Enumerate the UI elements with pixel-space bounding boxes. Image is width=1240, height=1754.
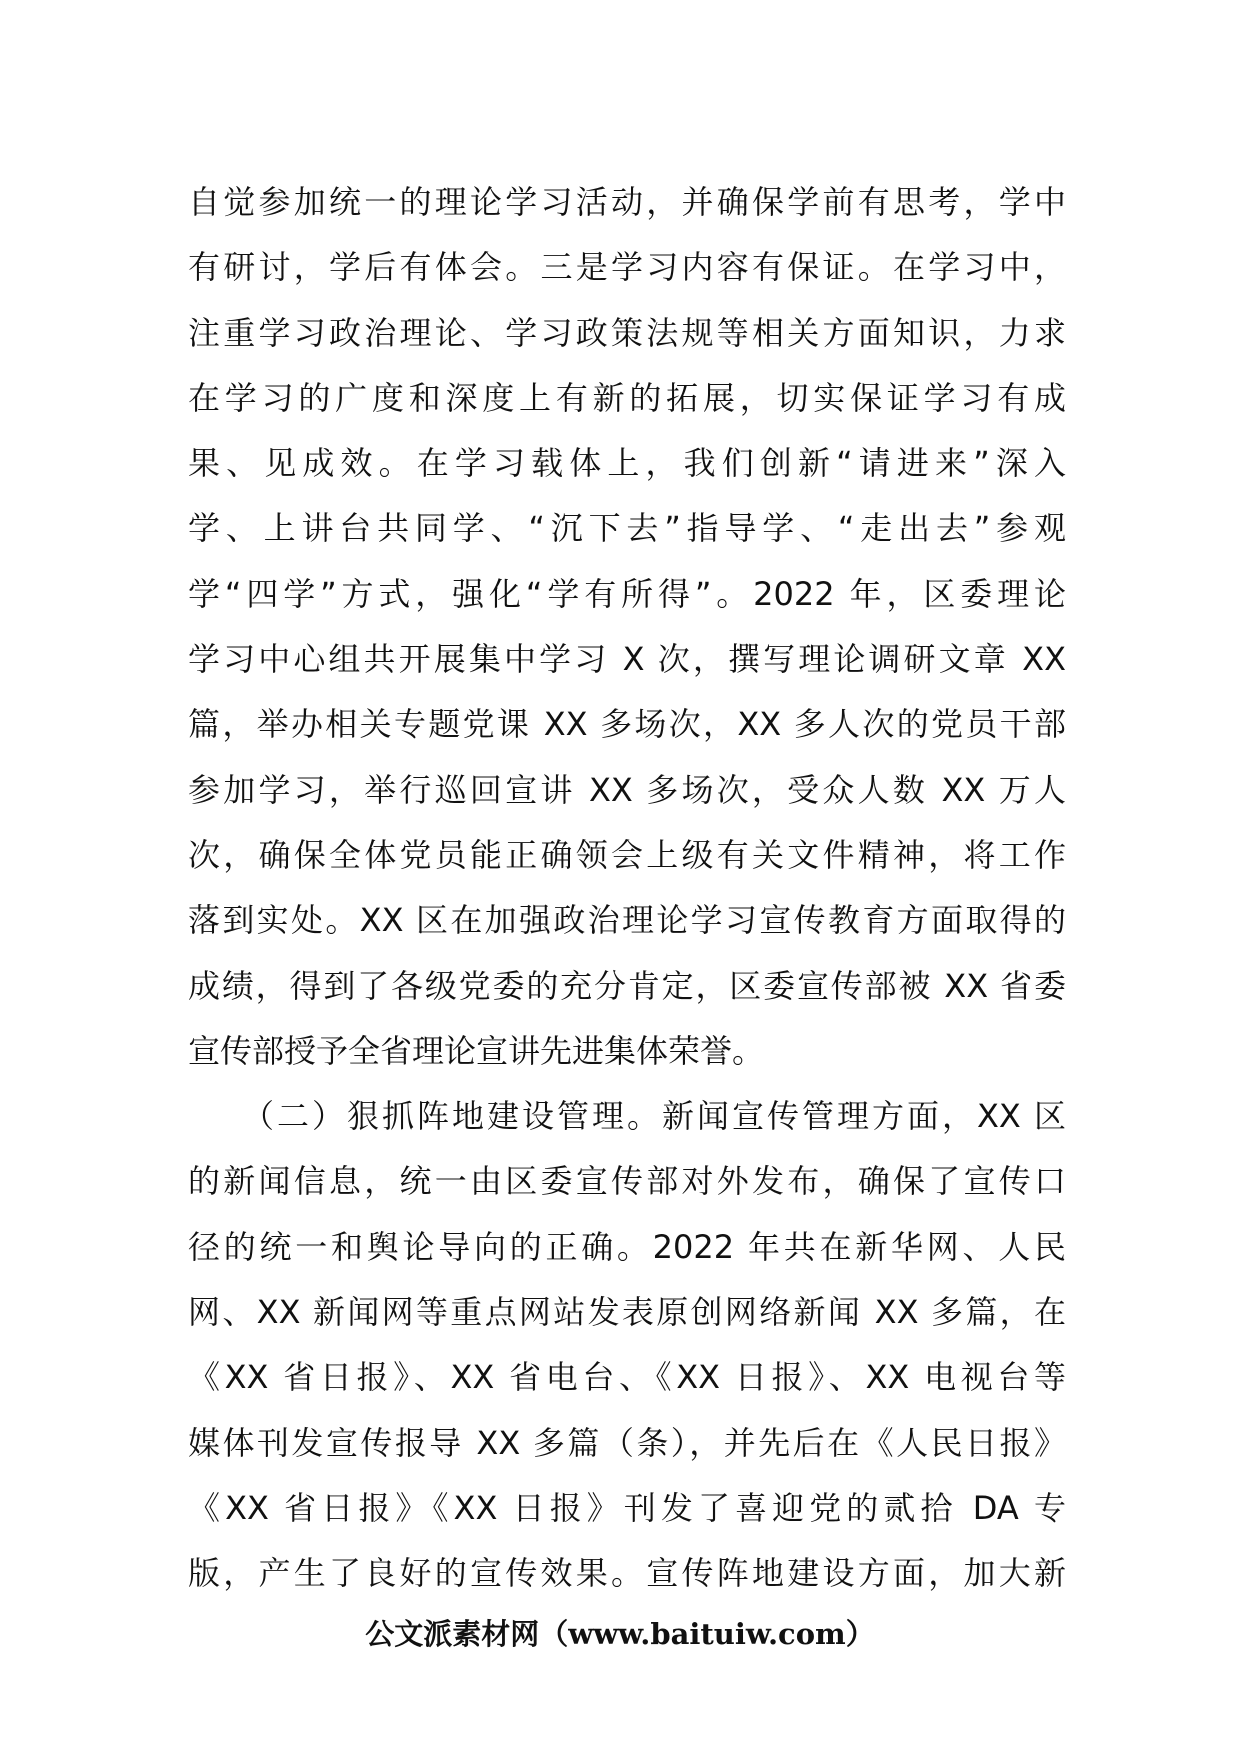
text-line: 落到实处。XX 区在加强政治理论学习宣传教育方面取得的 [188, 901, 1066, 940]
text-line: 篇，举办相关专题党课 XX 多场次，XX 多人次的党员干部 [188, 705, 1066, 744]
text-line: 次，确保全体党员能正确领会上级有关文件精神，将工作 [188, 835, 1066, 874]
footer-watermark: 公文派素材网（www.baituiw.com） [365, 1617, 875, 1651]
text-line: 径的统一和舆论导向的正确。2022 年共在新华网、人民 [188, 1227, 1066, 1266]
text-line: 《XX 省日报》、XX 省电台、《XX 日报》、XX 电视台等 [188, 1358, 1066, 1397]
text-line: 网、XX 新闻网等重点网站发表原创网络新闻 XX 多篇，在 [188, 1293, 1066, 1332]
text-line: 学“四学”方式，强化“学有所得”。2022 年，区委理论 [188, 574, 1066, 613]
text-line: 媒体刊发宣传报导 XX 多篇（条），并先后在《人民日报》 [188, 1423, 1066, 1462]
document-body [188, 170, 1066, 1607]
text-line-section-heading: （二）狠抓阵地建设管理。新闻宣传管理方面，XX 区 [188, 1097, 1066, 1136]
text-line: 的新闻信息，统一由区委宣传部对外发布，确保了宣传口 [188, 1162, 1066, 1201]
text-line: 成绩，得到了各级党委的充分肯定，区委宣传部被 XX 省委 [188, 966, 1066, 1005]
text-line-paragraph-end: 宣传部授予全省理论宣讲先进集体荣誉。 [188, 1031, 765, 1070]
text-line: 果、见成效。在学习载体上，我们创新“请进来”深入 [188, 444, 1066, 483]
text-line: 注重学习政治理论、学习政策法规等相关方面知识，力求 [188, 313, 1066, 352]
text-line: 学、上讲台共同学、“沉下去”指导学、“走出去”参观 [188, 509, 1066, 548]
text-line: 《XX 省日报》《XX 日报》刊发了喜迎党的贰拾 DA 专 [188, 1488, 1066, 1527]
text-line: 有研讨，学后有体会。三是学习内容有保证。在学习中， [188, 248, 1066, 287]
text-line: 在学习的广度和深度上有新的拓展，切实保证学习有成 [188, 378, 1066, 417]
text-line: 自觉参加统一的理论学习活动，并确保学前有思考，学中 [188, 183, 1066, 221]
text-line: 版，产生了良好的宣传效果。宣传阵地建设方面，加大新 [188, 1554, 1066, 1593]
text-line: 学习中心组共开展集中学习 X 次，撰写理论调研文章 XX [188, 640, 1066, 679]
text-line: 参加学习，举行巡回宣讲 XX 多场次，受众人数 XX 万人 [188, 770, 1066, 809]
